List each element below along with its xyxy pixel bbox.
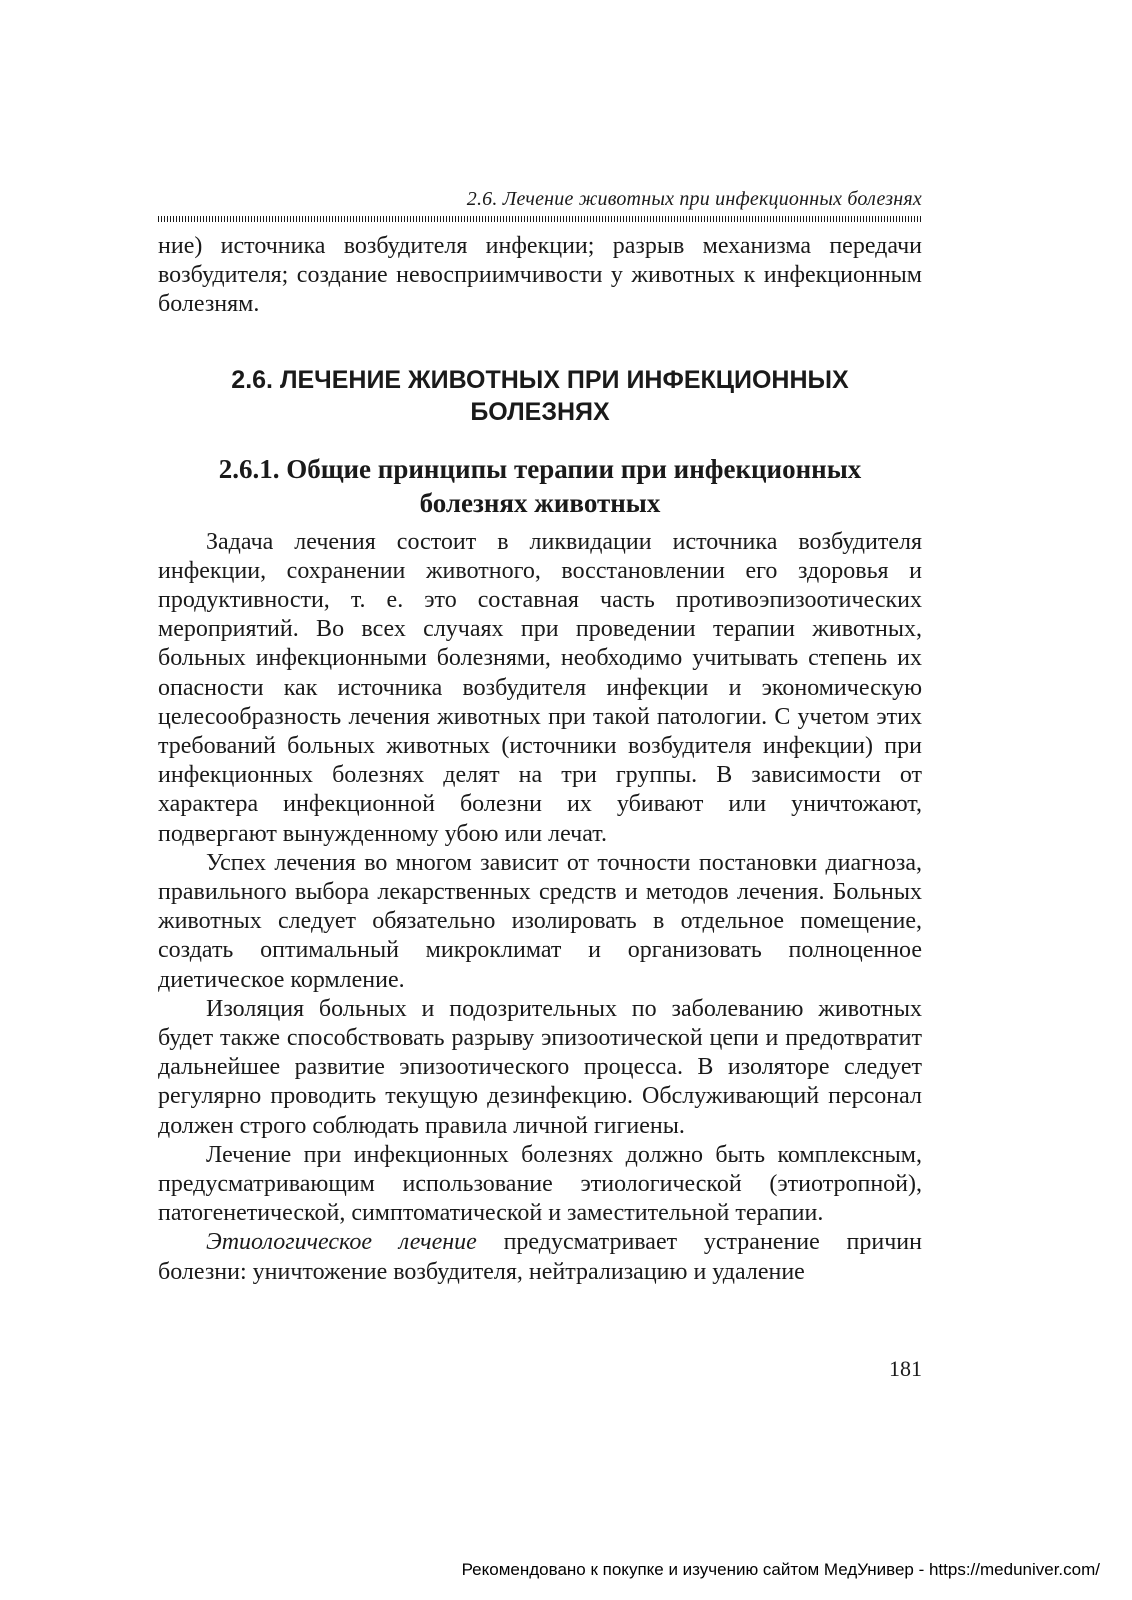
paragraph-5 xyxy=(158,1228,922,1286)
page-number: 181 xyxy=(889,1356,922,1381)
paragraph-1: Задача лечения состоит в ликвидации источника возбудителя инфекции, сохранении животного, восстановлении его здоровья и продуктивности, т. е. это составная часть противоэпизоотических мероприятий. Во всех случаях при проведении терапии животных, больных инфекционными болезнями, необходимо учитывать степень их опасности как источника возбудителя инфекции и экономическую целесообразность лечения животных при такой патологии. С учетом этих требований больных животных (источники возбудителя инфекции) при инфекционных болезнях делят на три группы. В зависимости от характера инфекционной болезни их убивают или уничтожают, подвергают вынужденному убою или лечат. xyxy=(158,528,922,847)
paragraph-2: Успех лечения во многом зависит от точности постановки диагноза, правильного выбора лекарственных средств и методов лечения. Больных животных следует обязательно изолировать в отдельное помещение, создать оптимальный микроклимат и организовать полноценное диетическое кормление. xyxy=(158,849,922,993)
header-rule xyxy=(158,216,922,222)
subsection-heading: 2.6.1. Общие принципы терапии при инфекционных болезнях животных xyxy=(218,453,862,518)
section-heading: 2.6. ЛЕЧЕНИЕ ЖИВОТНЫХ ПРИ ИНФЕКЦИОННЫХ БОЛЕЗНЯХ xyxy=(231,365,849,426)
paragraph-5-text: предусматривает устранение причин болезни: уничтожение возбудителя, нейтрализацию и удаление xyxy=(158,1229,922,1285)
paragraph-3: Изоляция больных и подозрительных по заболеванию животных будет также способствовать разрыву эпизоотической цепи и предотвратит дальнейшее развитие эпизоотического процесса. В изоляторе следует регулярно проводить текущую дезинфекцию. Обслуживающий персонал должен строго соблюдать правила личной гигиены. xyxy=(158,995,922,1139)
paragraph-4: Лечение при инфекционных болезнях должно быть комплексным, предусматривающим использование этиологической (этиотропной), патогенетической, симптоматической и заместительной терапии. xyxy=(158,1141,922,1227)
page-content xyxy=(158,232,922,1287)
emphasis-term: Этиологическое лечение xyxy=(206,1229,477,1256)
running-header: 2.6. Лечение животных при инфекционных болезнях xyxy=(466,188,922,210)
watermark-link[interactable]: Рекомендовано к покупке и изучению сайтом МедУнивер - https://meduniver.com/ xyxy=(461,1560,1100,1579)
continuation-paragraph: ние) источника возбудителя инфекции; разрыв механизма передачи возбудителя; создание невосприимчивости у животных к инфекционным болезням. xyxy=(158,233,922,318)
